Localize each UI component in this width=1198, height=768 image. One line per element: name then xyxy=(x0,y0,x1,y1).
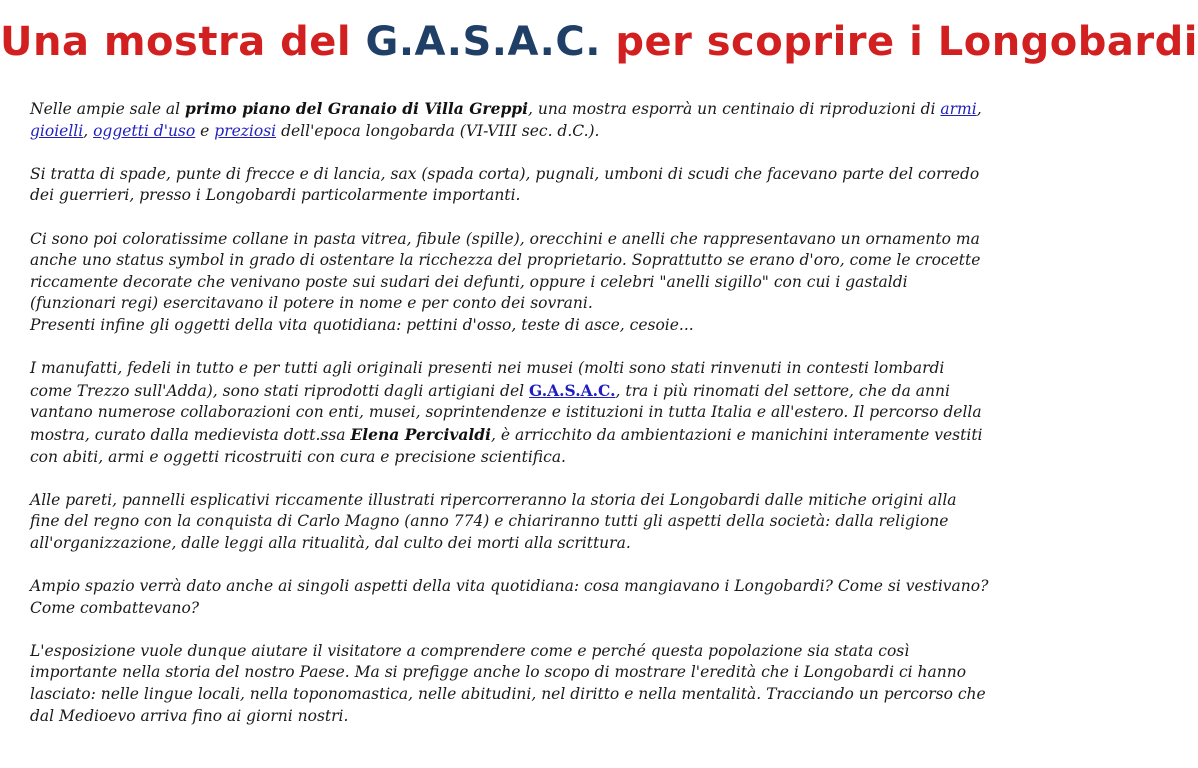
title-part-1: Una mostra del xyxy=(0,19,366,65)
venue-name: primo piano del Granaio di Villa Greppi xyxy=(185,99,529,118)
link-gioielli[interactable]: gioielli xyxy=(30,121,84,140)
artifacts-text-2: , tra i più rinomati del settore, che da anni vantano numerose collaborazioni con enti, musei, soprintendenze e istituzioni in tutta Italia e all'estero. Il percorso della mostra, curato dalla medievista dott.ssa xyxy=(30,381,982,444)
intro-text-3: dell'epoca longobarda (VI-VIII sec. d.C.). xyxy=(276,121,600,140)
page-title xyxy=(0,14,1198,70)
link-oggetti-duso[interactable]: oggetti d'uso xyxy=(93,121,196,140)
paragraph-jewelry: Ci sono poi coloratissime collane in pasta vitrea, fibule (spille), orecchini e anelli che rappresentavano un ornamento ma anche uno status symbol in grado di ostentare la ricchezza del proprietario. Soprattutto se erano d'oro, come le crocette riccamente decorate che venivano poste sui sudari dei defunti, oppure i celebri "anelli sigillo" con cui i gastaldi (funzionari regi) esercitavano il potere in nome e per conto dei sovrani. xyxy=(30,229,981,313)
paragraph-legacy: L'esposizione vuole dunque aiutare il visitatore a comprendere come e perché questa popolazione sia stata così importante nella storia del nostro Paese. Ma si prefigge anche lo scopo di mostrare l'eredità che i Longobardi ci hanno lasciato: nelle lingue locali, nella toponomastica, nelle abitudini, nel diritto e nella mentalità. Tracciando un percorso che dal Medioevo arriva fino ai giorni nostri. xyxy=(30,641,986,725)
artifacts-text-3: , è arricchito da ambientazioni e manichini interamente vestiti con abiti, armi e oggetti ricostruiti con cura e precisione scientifica. xyxy=(30,425,983,466)
title-part-3: per scoprire i Longobardi xyxy=(600,19,1198,65)
link-preziosi[interactable]: preziosi xyxy=(214,121,277,140)
paragraph-artifacts xyxy=(30,358,990,468)
paragraph-intro xyxy=(30,98,990,142)
paragraph-daily-objects: Presenti infine gli oggetti della vita quotidiana: pettini d'osso, teste di asce, cesoie... xyxy=(30,315,694,334)
link-armi[interactable]: armi xyxy=(940,100,977,118)
curator-name: Elena Percivaldi xyxy=(350,424,491,444)
paragraph-daily-life: Ampio spazio verrà dato anche ai singoli aspetti della vita quotidiana: cosa mangiavano i Longobardi? Come si vestivano? Come combattevano? xyxy=(30,577,989,617)
separator: , xyxy=(83,121,94,140)
artifacts-text-1: I manufatti, fedeli in tutto e per tutti agli originali presenti nei musei (molti sono stati rinvenuti in contesti lombardi come Trezzo sull'Adda), sono stati riprodotti dagli artigiani del xyxy=(30,359,945,400)
intro-text-1: Nelle ampie sale al xyxy=(30,100,186,118)
article-body xyxy=(30,98,990,749)
separator: , xyxy=(976,100,982,118)
intro-text-2: , una mostra esporrà un centinaio di riproduzioni di xyxy=(528,100,941,118)
title-gasac: G.A.S.A.C. xyxy=(365,19,601,65)
paragraph-weapons: Si tratta di spade, punte di frecce e di lancia, sax (spada corta), pugnali, umboni di scudi che facevano parte del corredo dei guerrieri, presso i Longobardi particolarmente importanti. xyxy=(30,164,980,205)
paragraph-panels: Alle pareti, pannelli esplicativi riccamente illustrati ripercorreranno la storia dei Longobardi dalle mitiche origini alla fine del regno con la conquista di Carlo Magno (anno 774) e chiariranno tutti gli aspetti della società: dalla religione all'organizzazione, dalle leggi alla ritualità, dal culto dei morti alla scrittura. xyxy=(30,490,957,552)
link-gasac[interactable]: G.A.S.A.C. xyxy=(529,380,616,400)
separator: e xyxy=(195,121,215,140)
